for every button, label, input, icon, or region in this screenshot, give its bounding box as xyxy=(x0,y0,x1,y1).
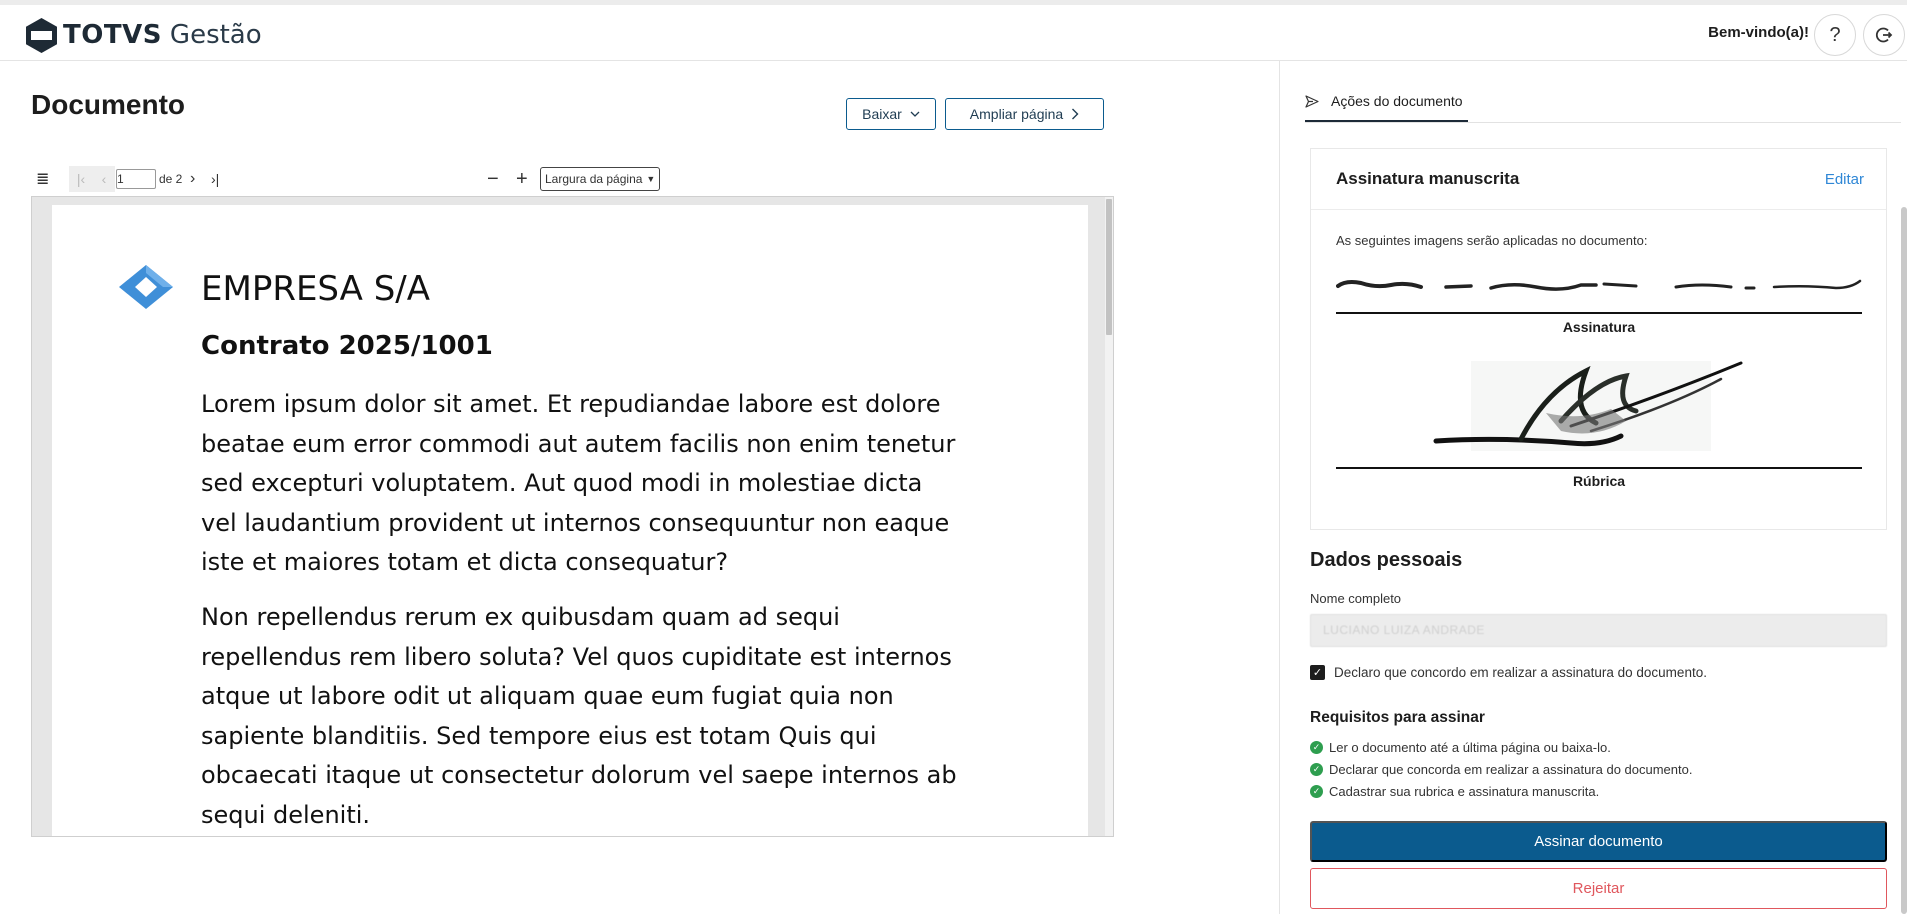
agree-label: Declaro que concordo em realizar a assinatura do documento. xyxy=(1334,665,1707,680)
agree-checkbox-row[interactable] xyxy=(1310,665,1707,680)
full-name-label: Nome completo xyxy=(1310,591,1402,606)
last-page-icon[interactable]: ›| xyxy=(211,171,220,187)
signature-image xyxy=(1336,266,1862,302)
logo-brand: TOTVS xyxy=(63,20,162,50)
zoom-select-value: Largura da página xyxy=(545,172,643,186)
next-page-icon[interactable]: › xyxy=(190,170,196,187)
welcome-text: Bem-vindo(a)! xyxy=(1708,24,1809,41)
company-name: EMPRESA S/A xyxy=(201,269,431,309)
totvs-hexagon-icon xyxy=(26,18,57,53)
totvs-logo[interactable] xyxy=(26,15,262,55)
chevron-right-icon xyxy=(1071,108,1079,120)
viewer-scrollbar[interactable] xyxy=(1105,197,1113,837)
tab-label: Ações do documento xyxy=(1331,93,1463,109)
pdf-viewer[interactable] xyxy=(31,196,1114,837)
full-name-field[interactable]: LUCIANO LUIZA ANDRADE xyxy=(1310,614,1887,647)
download-label: Baixar xyxy=(862,106,902,122)
page-title: Documento xyxy=(31,89,185,120)
logo-product: Gestão xyxy=(169,20,262,50)
initials-image xyxy=(1421,351,1781,459)
signature-line xyxy=(1336,312,1862,314)
panel-scrollbar[interactable] xyxy=(1901,207,1907,914)
previous-page-icon[interactable]: ‹ xyxy=(93,166,115,192)
signature-label: Assinatura xyxy=(1562,319,1636,335)
sign-document-button[interactable]: Assinar documento xyxy=(1310,821,1887,862)
document-actions-panel xyxy=(1279,61,1907,914)
tab-document-actions[interactable] xyxy=(1305,93,1463,109)
requirement-text: Ler o documento até a última página ou baixa-lo. xyxy=(1329,740,1611,755)
logout-button[interactable] xyxy=(1863,14,1905,56)
app-header xyxy=(0,0,1907,61)
document-paragraph: Lorem ipsum dolor sit amet. Et repudiandae labore est dolore beatae eum error commodi aut autem facilis non enim tenetur sed excepturi voluptatem. Aut quod modi in molestiae dicta vel laudantium provident ut internos consequuntur non eaque iste et maiores totam et dicta consequatur? xyxy=(201,390,956,576)
document-paragraph: Non repellendus rerum ex quibusdam quam ad sequi repellendus rem libero soluta? Vel quos cupiditate est internos atque ut labore odit ut aliquam quae eum fugiat quia non sapiente blanditiis. Sed tempore eius est totam Quis qui obcaecati itaque ut consectetur dolorum vel saepe internos ab sequi deleniti. xyxy=(201,603,957,829)
pdf-page xyxy=(52,205,1088,837)
viewer-scroll-thumb[interactable] xyxy=(1106,199,1112,335)
first-page-icon[interactable]: |‹ xyxy=(69,166,93,192)
logout-icon xyxy=(1875,26,1893,44)
card-divider xyxy=(1311,209,1886,210)
requirement-item xyxy=(1310,784,1599,799)
check-circle-icon: ✓ xyxy=(1310,785,1323,798)
personal-data-title: Dados pessoais xyxy=(1310,549,1463,571)
initials-line xyxy=(1336,467,1862,469)
sidebar-toggle-icon[interactable]: ≣ xyxy=(36,171,50,188)
page-number-input[interactable]: 1 xyxy=(116,169,156,189)
company-logo-icon xyxy=(119,265,173,309)
requirement-item xyxy=(1310,740,1611,755)
expand-page-button[interactable] xyxy=(945,98,1104,130)
chevron-down-icon xyxy=(910,111,920,117)
edit-signature-link[interactable]: Editar xyxy=(1824,171,1864,188)
tab-divider xyxy=(1305,122,1901,123)
page-count: de 2 xyxy=(159,172,183,186)
help-icon: ? xyxy=(1829,23,1841,46)
initials-label: Rúbrica xyxy=(1572,473,1626,489)
expand-label: Ampliar página xyxy=(969,106,1064,122)
send-icon xyxy=(1305,95,1319,108)
pdf-toolbar xyxy=(31,166,1114,192)
reject-button[interactable]: Rejeitar xyxy=(1310,868,1887,909)
zoom-out-icon[interactable]: − xyxy=(487,167,499,190)
card-description: As seguintes imagens serão aplicadas no documento: xyxy=(1336,233,1648,248)
contract-title: Contrato 2025/1001 xyxy=(201,331,493,361)
requirement-item xyxy=(1310,762,1692,777)
agree-checkbox[interactable]: ✓ xyxy=(1310,665,1325,680)
check-circle-icon: ✓ xyxy=(1310,741,1323,754)
requirements-title: Requisitos para assinar xyxy=(1310,709,1485,726)
handwritten-signature-card xyxy=(1310,148,1887,530)
card-title: Assinatura manuscrita xyxy=(1336,169,1520,188)
requirement-text: Cadastrar sua rubrica e assinatura manuscrita. xyxy=(1329,784,1600,799)
requirement-text: Declarar que concorda em realizar a assinatura do documento. xyxy=(1329,762,1693,777)
zoom-select[interactable] xyxy=(540,167,660,191)
zoom-in-icon[interactable]: + xyxy=(516,167,528,190)
check-circle-icon: ✓ xyxy=(1310,763,1323,776)
download-button[interactable] xyxy=(846,98,936,130)
help-button[interactable] xyxy=(1814,14,1856,56)
chevron-down-icon: ▼ xyxy=(646,174,656,184)
